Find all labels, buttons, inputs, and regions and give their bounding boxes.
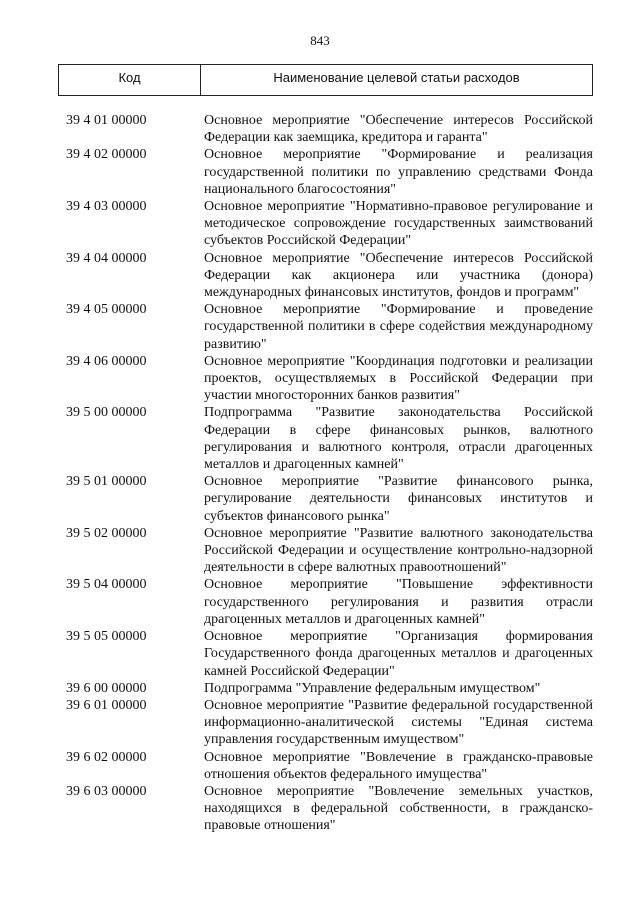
table-row <box>58 250 593 302</box>
header-code: Код <box>59 65 201 95</box>
table-row <box>58 146 593 198</box>
row-description: Основное мероприятие "Обеспечение интересов Российской Федерации как заемщика, кредитора и гаранта" <box>204 113 593 146</box>
table-row <box>58 301 593 353</box>
table-header <box>58 64 593 96</box>
row-code: 39 4 01 00000 <box>66 113 147 128</box>
row-description: Подпрограмма "Управление федеральным имуществом" <box>204 680 541 696</box>
row-description: Подпрограмма "Развитие законодательства Российской Федерации в сфере финансовых рынков, валютного регулирования и валютного контроля, отрасли драгоценных металлов и драгоценных камней" <box>204 405 593 473</box>
row-code: 39 4 05 00000 <box>66 302 147 318</box>
table-row <box>58 697 593 749</box>
row-code: 39 5 02 00000 <box>66 525 147 541</box>
row-code: 39 6 01 00000 <box>66 697 147 713</box>
table-row <box>58 680 593 697</box>
row-description: Основное мероприятие "Вовлечение земельных участков, находящихся в федеральной собственности, в гражданско-правовые отношения" <box>204 783 593 834</box>
table-row <box>58 353 593 405</box>
row-code: 39 5 00 00000 <box>66 405 147 421</box>
row-description: Основное мероприятие "Развитие федеральной государственной информационно-аналитической системы "Единая система управления государственным имуществом" <box>204 697 593 748</box>
row-code: 39 6 00 00000 <box>66 680 147 696</box>
row-description: Основное мероприятие "Координация подготовки и реализации проектов, осуществляемых в Российской Федерации при участии многосторонних банков развития" <box>204 353 593 404</box>
row-description: Основное мероприятие "Развитие валютного законодательства Российской Федерации и осуществление контрольно-надзорной деятельности в сфере валютных правоотношений" <box>204 525 593 576</box>
row-code: 39 5 04 00000 <box>66 577 147 593</box>
row-description: Основное мероприятие "Формирование и проведение государственной политики в сфере содействия международному развитию" <box>204 302 593 352</box>
row-description: Основное мероприятие "Нормативно-правовое регулирование и методическое сопровождение государственных заимствований субъектов Российской Федерации" <box>204 199 593 249</box>
row-code: 39 5 05 00000 <box>66 629 147 645</box>
row-code: 39 5 01 00000 <box>66 474 147 490</box>
row-code: 39 4 02 00000 <box>66 147 147 163</box>
header-name: Наименование целевой статьи расходов <box>273 70 520 85</box>
row-code: 39 4 06 00000 <box>66 353 147 369</box>
row-description: Основное мероприятие "Вовлечение в гражданско-правовые отношения объектов федерального имущества" <box>204 749 593 782</box>
table-row <box>58 404 593 473</box>
table-row <box>58 473 593 525</box>
expense-items-list <box>58 112 593 835</box>
table-row <box>58 525 593 577</box>
row-description: Основное мероприятие "Обеспечение интересов Российской Федерации как акционера или участника (донора) международных финансовых институтов, фондов и программ" <box>204 250 593 301</box>
row-code: 39 4 04 00000 <box>66 250 147 266</box>
table-row <box>58 576 593 628</box>
row-description: Основное мероприятие "Повышение эффективности государственного регулирования и развития отрасли драгоценных металлов и драгоценных камней" <box>204 577 593 627</box>
table-row <box>58 783 593 835</box>
row-description: Основное мероприятие "Формирование и реализация государственной политики по управлению средствами Фонда национального благосостояния" <box>204 147 593 197</box>
row-code: 39 6 02 00000 <box>66 749 147 765</box>
row-description: Основное мероприятие "Развитие финансового рынка, регулирование деятельности финансовых институтов и субъектов финансового рынка" <box>204 474 593 524</box>
table-row <box>58 112 593 146</box>
table-row <box>58 198 593 250</box>
table-row <box>58 628 593 680</box>
table-row <box>58 749 593 783</box>
page-number: 843 <box>310 33 330 48</box>
row-code: 39 4 03 00000 <box>66 199 147 215</box>
row-description: Основное мероприятие "Организация формирования Государственного фонда драгоценных металлов и драгоценных камней Российской Федерации" <box>204 629 593 679</box>
row-code: 39 6 03 00000 <box>66 783 147 799</box>
